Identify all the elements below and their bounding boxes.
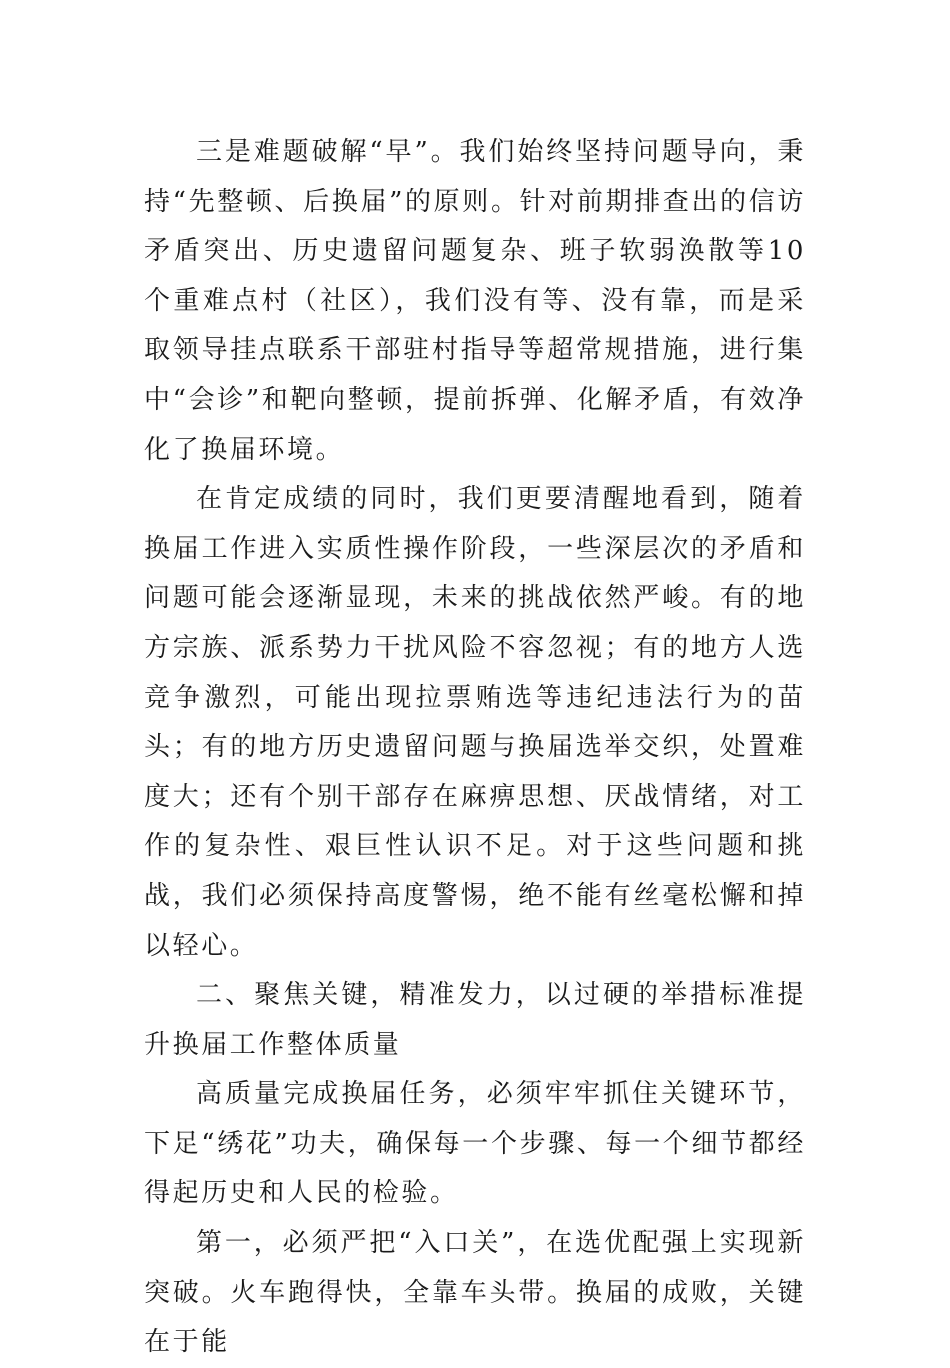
paragraph-key-links: 高质量完成换届任务，必须牢牢抓住关键环节，下足“绣花”功夫，确保每一个步骤、每一个细节都经得起历史和人民的检验。 — [144, 1079, 806, 1209]
paragraph-challenges: 在肯定成绩的同时，我们更要清醒地看到，随着换届工作进入实质性操作阶段，一些深层次的矛盾和问题可能会逐渐显现，未来的挑战依然严峻。有的地方宗族、派系势力干扰风险不容忽视；有的地方人选竞争激烈，可能出现拉票贿选等违纪违法行为的苗头；有的地方历史遗留问题与换届选举交织，处置难度大；还有个别干部存在麻痹思想、厌战情绪，对工作的复杂性、艰巨性认识不足。对于这些问题和挑战，我们必须保持高度警惕，绝不能有丝毫松懈和掉以轻心。 — [144, 484, 806, 961]
paragraph-first-entry-gate: 第一，必须严把“入口关”，在选优配强上实现新突破。火车跑得快，全靠车头带。换届的成败，关键在于能 — [144, 1228, 806, 1358]
section-heading-two: 二、聚焦关键，精准发力，以过硬的举措标准提升换届工作整体质量 — [144, 980, 806, 1060]
document-body — [144, 128, 806, 1368]
paragraph-difficulty-resolution: 三是难题破解“早”。我们始终坚持问题导向，秉持“先整顿、后换届”的原则。针对前期排查出的信访矛盾突出、历史遗留问题复杂、班子软弱涣散等10个重难点村（社区），我们没有等、没有靠，而是采取领导挂点联系干部驻村指导等超常规措施，进行集中“会诊”和靶向整顿，提前拆弹、化解矛盾，有效净化了换届环境。 — [144, 137, 806, 465]
